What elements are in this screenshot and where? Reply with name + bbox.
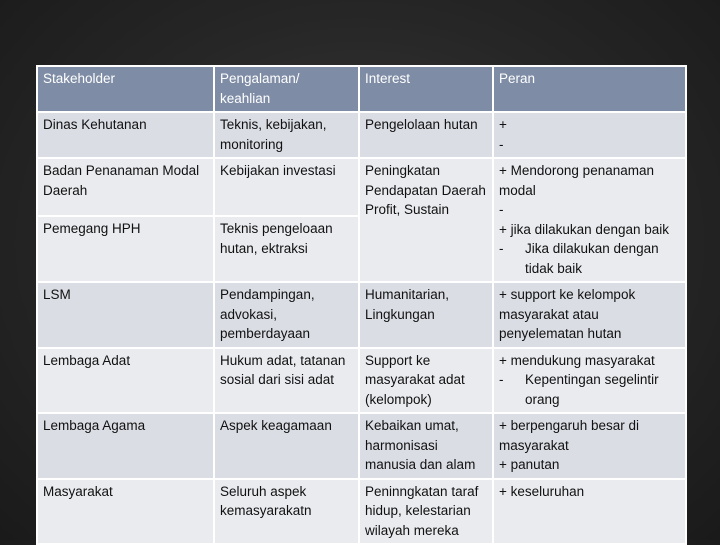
cell-peran	[493, 112, 686, 158]
cell-interest: Support ke masyarakat adat (kelompok)	[359, 348, 493, 414]
cell-pengalaman: Aspek keagamaan	[214, 413, 359, 479]
header-peran: Peran	[493, 66, 686, 112]
cell-stakeholder: Badan Penanaman Modal Daerah	[37, 158, 214, 216]
header-interest: Interest	[359, 66, 493, 112]
stakeholder-table	[36, 65, 687, 545]
peran-sub-bullet	[499, 239, 680, 278]
cell-peran	[493, 348, 686, 414]
interest-line: Peningkatan Pendapatan Daerah	[365, 163, 486, 198]
cell-pengalaman: Pendampingan, advokasi, pemberdayaan	[214, 282, 359, 348]
cell-interest: Humanitarian, Lingkungan	[359, 282, 493, 348]
dash-bullet: -	[499, 241, 504, 256]
cell-peran: + support ke kelompok masyarakat atau penyelematan hutan	[493, 282, 686, 348]
cell-peran	[493, 413, 686, 479]
stakeholder-table-container	[36, 65, 685, 545]
cell-pengalaman: Seluruh aspek kemasyarakatn	[214, 479, 359, 545]
header-pengalaman: Pengalaman/ keahlian	[214, 66, 359, 112]
peran-line: Kepentingan segelintir orang	[525, 372, 659, 407]
cell-peran-merged	[493, 158, 686, 282]
peran-line: -	[499, 136, 504, 152]
table-row	[37, 112, 686, 158]
peran-line: +	[499, 117, 507, 132]
peran-line: + berpengaruh besar di masyarakat	[499, 418, 639, 453]
cell-interest: Kebaikan umat, harmonisasi manusia dan alam	[359, 413, 493, 479]
table-row	[37, 158, 686, 216]
peran-line: + mendukung masyarakat	[499, 352, 655, 368]
table-row	[37, 282, 686, 348]
cell-pengalaman: Kebijakan investasi	[214, 158, 359, 216]
cell-pengalaman: Teknis pengeloaan hutan, ektraksi	[214, 216, 359, 282]
cell-stakeholder: LSM	[37, 282, 214, 348]
peran-line: + jika dilakukan dengan baik	[499, 221, 669, 237]
cell-stakeholder: Lembaga Agama	[37, 413, 214, 479]
table-row	[37, 479, 686, 545]
cell-stakeholder: Dinas Kehutanan	[37, 112, 214, 158]
peran-line: -	[499, 202, 504, 217]
cell-pengalaman: Hukum adat, tatanan sosial dari sisi adat	[214, 348, 359, 414]
peran-line: + Mendorong penanaman modal	[499, 163, 654, 198]
peran-sub-bullet	[499, 370, 680, 409]
table-row	[37, 413, 686, 479]
cell-stakeholder: Pemegang HPH	[37, 216, 214, 282]
table-row	[37, 348, 686, 414]
cell-interest: Pengelolaan hutan	[359, 112, 493, 158]
header-stakeholder: Stakeholder	[37, 66, 214, 112]
peran-line: Jika dilakukan dengan tidak baik	[525, 241, 659, 276]
dash-bullet: -	[499, 372, 504, 387]
cell-pengalaman: Teknis, kebijakan, monitoring	[214, 112, 359, 158]
cell-stakeholder: Masyarakat	[37, 479, 214, 545]
cell-peran: + keseluruhan	[493, 479, 686, 545]
peran-line: + panutan	[499, 457, 560, 472]
interest-line: Profit, Sustain	[365, 202, 450, 217]
cell-stakeholder: Lembaga Adat	[37, 348, 214, 414]
cell-interest: Peninngkatan taraf hidup, kelestarian wilayah mereka	[359, 479, 493, 545]
table-header-row	[37, 66, 686, 112]
cell-interest-merged	[359, 158, 493, 282]
